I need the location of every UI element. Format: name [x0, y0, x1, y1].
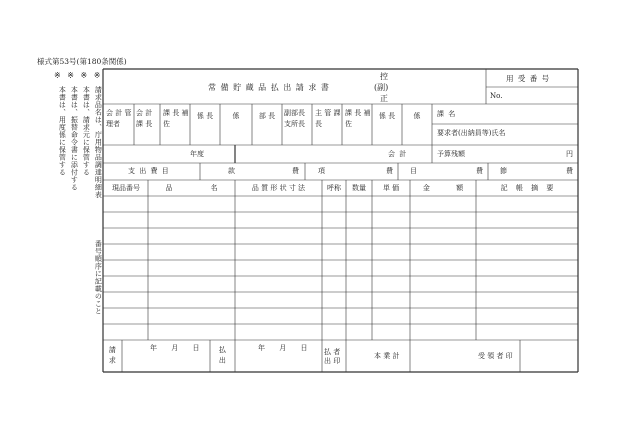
approval-accounting-chief: 会 計 課 長 — [136, 109, 153, 129]
approval-assistant-chief-1: 課 長 補 佐 — [163, 109, 189, 129]
col-unit-name: 呼称 — [327, 184, 341, 192]
requester-label: 要求者(出納員等)氏名 — [437, 129, 506, 137]
receipt-number-label: 用 受 番 号 — [506, 74, 551, 83]
approval-staff-1: 係 — [232, 112, 240, 120]
footer-issuer-seal: 払 者 出 印 — [324, 348, 341, 366]
footer-receiver-seal: 受 領 者 印 — [478, 352, 513, 360]
expense-kan-hi: 費 — [292, 167, 299, 175]
fiscal-year-label: 年度 — [190, 150, 204, 158]
col-remarks: 記 帳 摘 要 — [500, 184, 554, 192]
copy-type-top: 控 — [380, 72, 388, 81]
form-number: 様式第53号(第180条関係) — [37, 57, 127, 66]
col-item-number: 現品番号 — [112, 184, 140, 192]
approval-assistant-chief-2: 課 長 補 佐 — [345, 109, 371, 129]
account-label: 会 計 — [388, 150, 408, 158]
footer-issue-label: 払 出 — [218, 346, 227, 364]
col-quantity: 数量 — [352, 184, 366, 192]
receipt-no-label: No. — [490, 92, 503, 100]
approval-staff-2: 係 — [413, 112, 421, 120]
expense-kou: 項 — [318, 167, 325, 175]
col-amount: 金 額 — [422, 184, 464, 192]
side-note-2: 本書は、請求元に保管する — [82, 86, 91, 176]
approval-department-head: 部 長 — [258, 112, 276, 120]
col-item-name: 品 名 — [165, 184, 218, 192]
copy-type-middle: (副) — [374, 83, 389, 92]
marks: ※ ※ ※ ※ — [54, 71, 103, 80]
side-note-1: 請求品名は、庁用物品調達明細表 — [94, 86, 103, 199]
expense-kan: 款 — [228, 167, 235, 175]
department-label: 課 名 — [437, 110, 457, 118]
expense-moku-hi: 費 — [476, 167, 483, 175]
col-quality: 品 質 形 状 寸 法 — [251, 184, 306, 192]
approval-deputy-head: 副部長 支所長 — [284, 109, 305, 129]
budget-balance-unit: 円 — [566, 150, 573, 158]
expense-label: 支 出 費 目 — [128, 167, 170, 175]
side-note-3: 本書は、振替命令書に添付する — [70, 86, 79, 191]
form-title: 常 備 貯 蔵 品 払 出 請 求 書 — [208, 83, 330, 92]
expense-setsu-hi: 費 — [566, 167, 573, 175]
side-note-order: 番号順序に記載のこと — [94, 240, 103, 315]
expense-kou-hi: 費 — [386, 167, 393, 175]
approval-manager-chief: 主 管 課 長 — [315, 109, 341, 129]
footer-request-date: 年 月 日 — [150, 344, 200, 352]
approval-subsection-chief-1: 係 長 — [196, 112, 214, 120]
side-note-4: 本書は、用度係に保管する — [58, 86, 67, 176]
footer-total: 本 業 計 — [374, 352, 400, 360]
expense-setsu: 節 — [500, 167, 507, 175]
approval-accounting-manager: 会 計 管理者 — [106, 109, 132, 129]
copy-type-bottom: 正 — [380, 94, 388, 103]
approval-subsection-chief-2: 係 長 — [378, 112, 396, 120]
footer-request-label: 請 求 — [108, 346, 117, 364]
footer-issue-date: 年 月 日 — [258, 344, 308, 352]
budget-balance-label: 予算残額 — [437, 150, 465, 158]
col-unit-price: 単 価 — [382, 184, 400, 192]
expense-moku: 目 — [410, 167, 417, 175]
